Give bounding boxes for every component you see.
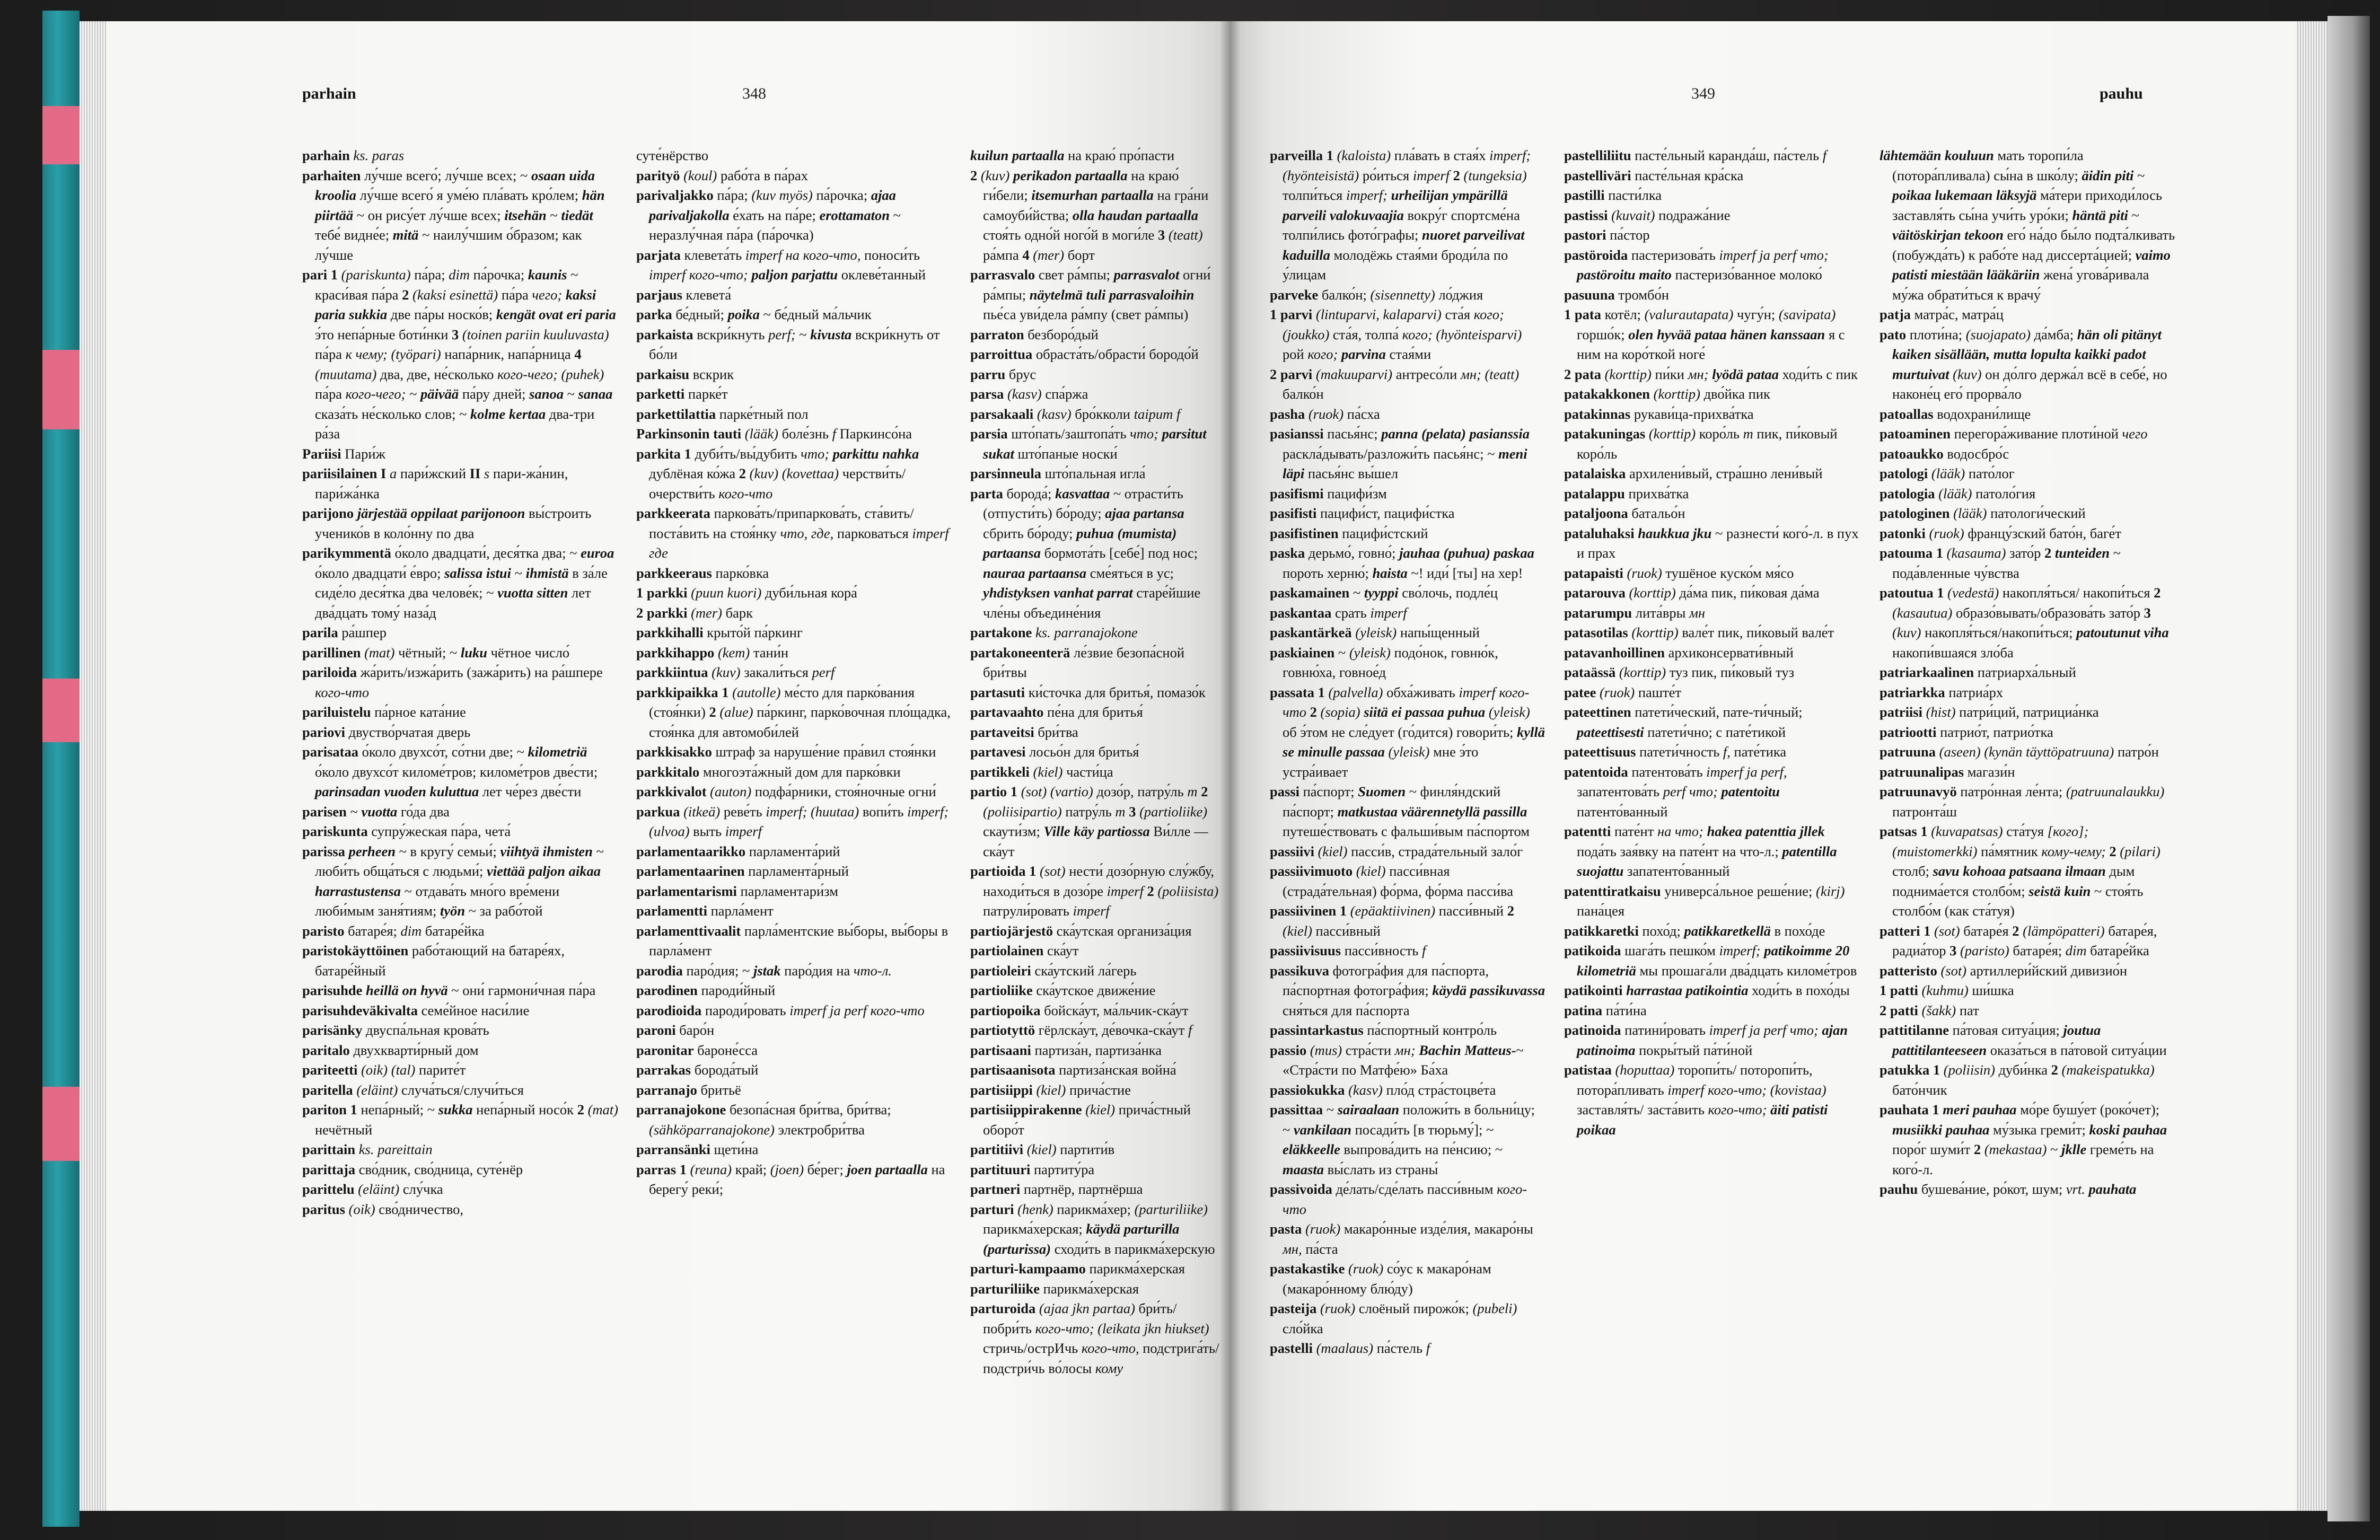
dictionary-entry: parkkivalot (auton) подфа́рники, стоя́ночные огни́ [636, 784, 936, 799]
dictionary-entry: patavanhoillinen архиконсервати́вный [1564, 644, 1794, 661]
dictionary-entry: passiivisuus пасси́вность f [1270, 943, 1426, 958]
dictionary-entry: parsia што́пать/заштопа́ть что; parsitut sukat што́паные носки́ [970, 426, 1207, 462]
dictionary-entry: patsas 1 (kuvapatsas) ста́туя [кого]; (muistomerkki) па́мятник кому-чему; 2 (pilari) столб; savu kohoaa patsaana ilmaan дым поднима́ется столбо́м; seistä kuin ~ стоя́ть столбо́м (как ста́туя) [1880, 823, 2161, 919]
dictionary-entry: pari 1 (pariskunta) па́ра; dim па́рочка; kaunis ~ краси́вая па́ра 2 (kaksi esinettä) па́ра чего; kaksi paria sukkia две па́ры носко́в; kengät ovat eri paria э́то непа́рные боти́нки 3 (toinen pariin kuuluvasta) па́ра к чему; (työpari) напа́рник, напа́рница 4 (muutama) два, две, не́сколько кого-чего; (puhek) па́ра кого-чего; ~ päivää па́ру дней; sanoa ~ sanaa сказа́ть не́сколько слов; ~ kolme kertaa два-три ра́за [302, 267, 616, 442]
dictionary-entry: partakoneenterä ле́звие безопа́сной бри́твы [970, 644, 1185, 680]
dictionary-entry: pastori па́стор [1564, 227, 1650, 243]
dictionary-entry: parhain ks. paras [302, 147, 405, 163]
left-running-head: parhain [302, 85, 356, 102]
dictionary-entry: paristo батаре́я; dim батаре́йка [302, 922, 485, 939]
dictionary-entry: passivoida де́лать/сде́лать пасси́вным кого-что [1270, 1181, 1527, 1217]
dictionary-entry: patruunalipas магази́н [1880, 763, 2015, 780]
dictionary-entry: pariluistelu па́рное ката́ние [302, 704, 466, 720]
dictionary-entry: pasta (ruok) макаро́нные изде́лия, макаро́ны мн, па́ста [1270, 1221, 1533, 1257]
dictionary-entry: patentoida патентова́ть imperf ja perf, запатентова́ть perf что; patentoitu патенто́ванный [1564, 763, 1787, 820]
dictionary-entry: parveke балко́н; (sisennetty) ло́джия [1270, 286, 1483, 303]
dictionary-entry: pauhata 1 meri pauhaa мо́ре бушу́ет (роко́чет); musiikki pauhaa му́зыка греми́т; koski pauhaa поро́г шуми́т 2 (mekastaa) ~ jkllе греме́ть на кого́-л. [1880, 1102, 2167, 1177]
dictionary-entry: patruunavyö патро́нная ле́нта; (patruunalaukku) патронта́ш [1880, 784, 2165, 820]
dictionary-entry: patikkaretki похо́д; patikkaretkellä в похо́де [1564, 922, 1825, 939]
dictionary-entry: partiolainen ска́ут [970, 943, 1079, 958]
dictionary-entry: parkkipaikka 1 (autolle) ме́сто для парко́вания (стоя́нки) 2 (alue) па́ркинг, парко́вочная пло́щадка, стоя́нка для автомоби́лей [636, 684, 951, 740]
dictionary-entry: parkkitalo многоэта́жный дом для парко́вки [636, 763, 901, 780]
dictionary-entry: parittaja сво́дник, сво́дница, суте́нёр [302, 1161, 523, 1177]
dictionary-entry: 1 patti (kuhmu) ши́шка [1880, 982, 2014, 998]
dictionary-entry: parransänki щети́на [636, 1141, 759, 1157]
dictionary-entry: parisen ~ vuotta го́да два [302, 803, 450, 820]
dictionary-entry: partiotyttö гёрлска́ут, де́вочка-ска́ут f [970, 1022, 1192, 1038]
dictionary-entry: 2 (kuv) perikadon partaalla на краю́ ги́бели; itsemurhan partaalla на гра́ни самоуби́йства; olla haudan partaalla стоя́ть одно́й ного́й в моги́ле 3 (teatt) ра́мпа 4 (mer) борт [970, 167, 1209, 263]
dictionary-entry: patistaa (hoputtaa) торопи́ть/ поторопи́ть, потора́пливать imperf кого-что; (kovistaa) заставля́ть/ заста́вить кого-что; äiti patisti poikaa [1564, 1062, 1828, 1138]
dictionary-entry: partioliike ска́утское движе́ние [970, 982, 1156, 998]
dictionary-entry: parijono järjestää oppilaat parijonoon вы́строить ученико́в в коло́нну по два [302, 505, 592, 541]
dictionary-entry: parissa perheen ~ в кругу́ семьи́; viihtyä ihmisten ~ люби́ть обща́ться с людьми́; viettää paljon aikaa harrastustensa ~ отдава́ть мно́го вре́мени люби́мым заня́тиям; työn ~ за рабо́той [302, 843, 604, 919]
dictionary-entry: partaveitsi бри́тва [970, 724, 1078, 740]
dictionary-entry: paskantaa срать imperf [1270, 604, 1407, 621]
dictionary-entry: patoaminen перегора́живание плоти́ной чего [1880, 426, 2148, 442]
dictionary-entry: patenttiratkaisu универса́льное реше́ние; (kirj) пана́цея [1564, 883, 1845, 919]
dictionary-entry: 2 patti (šakk) пат [1880, 1002, 1979, 1018]
dictionary-entry: patruuna (aseen) (kynän täyttöpatruuna) патро́н [1880, 744, 2159, 760]
dictionary-entry: pauhu бушева́ние, ро́кот, шум; vrt. pauhata [1880, 1181, 2137, 1197]
dictionary-entry: partioleiri ска́утский ла́герь [970, 962, 1137, 979]
dictionary-entry: partiopoika бойска́ут, ма́льчик-ска́ут [970, 1002, 1189, 1018]
dictionary-entry: pariteetti (oik) (tal) парите́т [302, 1062, 466, 1078]
left-column-2 [636, 146, 954, 1200]
dictionary-entry: parsa (kasv) спа́ржа [970, 386, 1088, 402]
dictionary-entry: pariloida жа́рить/изжа́рить (зажа́рить) на ра́шпере кого-что [302, 664, 603, 700]
dictionary-entry: patakakkonen (korttip) дво́йка пик [1564, 386, 1770, 402]
dictionary-entry: parivaljakko па́ра; (kuv myös) па́рочка; ajaa parivaljakolla е́хать на па́ре; erottamaton ~ неразлу́чная па́ра (па́рочка) [636, 187, 901, 243]
dictionary-entry: parodioida пароди́ровать imperf ja perf кого-что [636, 1002, 925, 1018]
left-column-3 [970, 146, 1219, 1378]
dictionary-entry: pastöroida пастеризова́ть imperf ja perf что; pastöroitu maito пастеризо́ванное молоко́ [1564, 247, 1829, 283]
dictionary-entry: parsakaali (kasv) бро́кколи taipum f [970, 406, 1181, 422]
dictionary-entry: parkkihappo (kem) тани́н [636, 644, 789, 661]
dictionary-entry: patakuningas (korttip) коро́ль m пик, пи́ковый коро́ль [1564, 426, 1838, 462]
dictionary-entry: passikuva фотогра́фия для па́спорта, па́спортная фотогра́фия; käydä passikuvassa сня́ться для па́спорта [1270, 962, 1545, 1018]
dictionary-entry: parkaisu вскрик [636, 366, 734, 382]
dictionary-entry: parlamentarismi парламентари́зм [636, 883, 839, 899]
dictionary-entry: 2 parvi (makuuparvi) антресо́ли мн; (teatt) балко́н [1270, 366, 1520, 402]
dictionary-entry: pateettinen патети́ческий, пате-ти́чный; pateettisesti патети́чно; с пате́тикой [1564, 704, 1803, 740]
dictionary-entry: partioida 1 (sot) нести́ дозо́рную слу́жбу, находи́ться в дозо́ре imperf 2 (poliisista) патрули́ровать imperf [970, 863, 1219, 919]
dictionary-entry: 1 parvi (lintuparvi, kalaparvi) ста́я кого; (joukko) ста́я, толпа́ кого; (hyönteisparvi) рой кого; parvina стая́ми [1270, 306, 1522, 362]
right-column-1 [1270, 146, 1545, 1359]
dictionary-entry: paskiainen ~ (yleisk) подо́нок, говню́к, говню́ха, говнoе́д [1270, 644, 1498, 680]
dictionary-entry: paska дерьмо́, говно́; jauhaa (puhua) paskaa пороть херню́; haista ~! иди́ [ты] на хер! [1270, 545, 1534, 581]
dictionary-entry: pasha (ruok) па́сха [1270, 406, 1380, 422]
dictionary-entry: parsinneula што́пальная игла́ [970, 465, 1146, 481]
dictionary-entry: parittain ks. pareittain [302, 1141, 433, 1157]
dictionary-entry: pariskunta супру́жеская па́ра, чета́ [302, 823, 511, 839]
dictionary-entry: pasifisti пацифи́ст, пацифи́стка [1270, 505, 1455, 521]
dictionary-entry: paristokäyttöinen рабо́тающий на батаре́ях, батаре́йный [302, 943, 565, 979]
dictionary-entry: parila ра́шпер [302, 624, 387, 640]
dictionary-entry: patikoida шага́ть пешко́м imperf; patikoimme 20 kilometriä мы прошага́ли два́дцать киломе́тров [1564, 943, 1857, 979]
right-page-number: 349 [1691, 85, 1715, 102]
dictionary-entry: partituuri партиту́ра [970, 1161, 1095, 1177]
dictionary-entry: patukka 1 (poliisin) дуби́нка 2 (makeispatukka) бато́нчик [1880, 1062, 2155, 1098]
dictionary-entry: patoaukko водосбро́с [1880, 445, 2009, 462]
book-cover-left-edge [42, 11, 80, 1527]
dictionary-entry: partisaani партиза́н, партиза́нка [970, 1042, 1162, 1058]
dictionary-entry: parkkeeraus парко́вка [636, 565, 769, 581]
dictionary-entry: patapaisti (ruok) тушёное куско́м мя́со [1564, 565, 1794, 581]
book-gutter-shadow [1219, 21, 1241, 1511]
dictionary-entry: parka бе́дный; poika ~ бе́дный ма́льчик [636, 306, 872, 322]
dictionary-entry: paskamainen ~ tyyppi сво́лочь, подле́ц [1270, 585, 1498, 601]
dictionary-entry: patja матра́с, матра́ц [1880, 306, 2004, 322]
dictionary-entry: parisataa о́коло двухсо́т, со́тни две; ~ kilometriä о́коло двухсо́т киломе́тров; киломе́тров две́сти; parinsadan vuoden kuluttua лет че́рез две́сти [302, 744, 598, 799]
dictionary-entry: parturiliike парикма́херская [970, 1280, 1139, 1297]
dictionary-entry: parityö (koul) рабо́та в па́рах [636, 167, 808, 183]
dictionary-entry: patriarkka патриа́рх [1880, 684, 2004, 700]
dictionary-entry: 1 parkki (puun kuori) дуби́льная кора́ [636, 585, 857, 601]
dictionary-entry: partikkeli (kiel) части́ца [970, 763, 1113, 780]
dictionary-entry: parranajo бритьё [636, 1081, 741, 1098]
dictionary-entry: kuilun partaalla на краю́ про́пасти [970, 147, 1175, 163]
dictionary-entry: pato плоти́на; (suojapato) да́мба; hän oli pitänyt kaiken sisällään, mutta lopulta kaikki padot murtuivat (kuv) он до́лго держа́л всё в себе́, но наконе́ц его́ прорва́ло [1880, 326, 2167, 402]
dictionary-entry: patologia (lääk) патоло́гия [1880, 485, 2036, 501]
dictionary-entry: Parkinsonin tauti (lääk) боле́знь f Паркинсо́на [636, 426, 912, 442]
dictionary-entry: parveilla 1 (kaloista) пла́вать в стая́х imperf; (hyönteisistä) ро́иться imperf 2 (tungeksia) толпи́ться imperf; urheilijan ympärillä parveili valokuvaajia вокру́г спортсме́на толпи́лись фото́графы; nuoret parveilivat kaduilla молодёжь стая́ми броди́ла по у́лицам [1270, 147, 1531, 283]
dictionary-entry: parkettilattia парке́тный пол [636, 406, 809, 422]
dictionary-entry: parrasvalo свет ра́мпы; parrasvalot огни́ ра́мпы; näytelmä tuli parrasvaloihin пье́са уви́дела ра́мпу (свет ра́мпы) [970, 267, 1211, 322]
dictionary-entry: pattitilanne па́товая ситуа́ция; joutua pattitilanteeseen оказа́ться в па́товой ситуа́ции [1880, 1022, 2167, 1058]
dictionary-entry: parrakas борода́тый [636, 1062, 759, 1078]
dictionary-entry: patteristo (sot) артиллери́йский дивизио́н [1880, 962, 2128, 979]
dictionary-entry: pastissi (kuvait) подража́ние [1564, 207, 1731, 223]
dictionary-entry: 1 pata котёл; (valurautapata) чугу́н; (savipata) горшо́к; olen hyvää pataa hänen kanssaan я с ним на коро́ткой ноге́ [1564, 306, 1845, 362]
dictionary-entry: lähtemään kouluun мать торопи́ла (потора́пливала) сы́на в шко́лу; äidin piti ~ poikaa lukemaan läksyjä ма́тери приходи́лось заставля́ть сы́на учи́ть уро́ки; häntä piti ~ väitöskirjan tekoon его́ на́до бы́ло подта́лкивать (побужда́ть) к рабо́те над диссерта́цией; vaimo patisti miestään lääkäriin жена́ угова́ривала му́жа обрати́ться к врачу́ [1880, 147, 2175, 303]
dictionary-entry: parkaista вскри́кнуть perf; ~ kivusta вскри́кнуть от бо́ли [636, 326, 940, 362]
page-stack-right [2290, 21, 2328, 1511]
dictionary-entry: parlamentaarikko парламента́рий [636, 843, 840, 859]
dictionary-entry: patarumpu лита́вры мн [1564, 604, 1706, 621]
dictionary-entry: passittaa ~ sairaalaan положи́ть в больни́цу; ~ vankilaan посади́ть [в тюрьму́]; ~ eläkkeelle выпрова́дить на пе́нсию; ~ maasta вы́слать из страны́ [1270, 1102, 1535, 1177]
dictionary-entry: pastelliliitu пасте́льный каранда́ш, па́стель f [1564, 147, 1827, 163]
dictionary-entry: passiivi (kiel) пасси́в, страда́тельный зало́г [1270, 843, 1523, 859]
dictionary-entry: paritalo двухкварти́рный дом [302, 1042, 479, 1058]
dictionary-entry: parru брус [970, 366, 1037, 382]
dictionary-entry: patalappu прихва́тка [1564, 485, 1689, 501]
dictionary-entry: patina па́ти́на [1564, 1002, 1647, 1018]
dictionary-entry: parturi (henk) парикма́хер; (parturiliike) парикма́херская; käydä parturilla (parturissa) сходи́ть в парикма́херскую [970, 1201, 1215, 1257]
dictionary-entry: parkkeerata паркова́ть/припаркова́ть, ста́вить/поста́вить на стоя́нку что, где, парковаться imperf где [636, 505, 949, 561]
dictionary-entry: paroni баро́н [636, 1022, 715, 1038]
dictionary-entry: parisänky двуспа́льная крова́ть [302, 1022, 489, 1038]
dictionary-entry: parillinen (mat) чётный; ~ luku чётное число́ [302, 644, 570, 661]
dictionary-entry: pastelliväri пасте́льная кра́ска [1564, 167, 1744, 183]
dictionary-entry: pastakastike (ruok) со́ус к макаро́нам (макаро́нному блю́ду) [1270, 1261, 1491, 1297]
dictionary-entry: pataluhaksi haukkua jku ~ разнести́ кого́-л. в пух и прах [1564, 525, 1859, 561]
dictionary-entry: parturoida (ajaa jkn partaa) бри́ть/побри́ть кого-что; (leikata jkn hiukset) стричь/острИчь кого-что, подстрига́ть/подстри́чь во́лосы кому [970, 1300, 1219, 1376]
dictionary-entry: parlamentaarinen парламента́рный [636, 863, 849, 879]
dictionary-entry: pasifistinen пацифи́стский [1270, 525, 1428, 541]
dictionary-entry: partasuti ки́сточка для бритья́, помазо́к [970, 684, 1206, 700]
dictionary-entry: parras 1 (reuna) край; (joen) бе́рег; joen partaalla на берегу́ реки́; [636, 1161, 945, 1197]
dictionary-entry: paritella (eläint) случа́ться/случи́ться [302, 1081, 524, 1098]
dictionary-entry: parlamentti парла́мент [636, 903, 774, 919]
dictionary-entry: patentti пате́нт на что; hakea patenttia jllek пода́ть зая́вку на пате́нт на что-л.; patentilla suojattu запатенто́ванный [1564, 823, 1837, 879]
dictionary-entry: parjaus клевета́ [636, 286, 732, 303]
dictionary-entry: parodinen пароди́йный [636, 982, 776, 998]
dictionary-entry: pasuuna тромбо́н [1564, 286, 1669, 303]
dictionary-entry: parraton безборо́дый [970, 326, 1099, 342]
right-page [1230, 21, 2296, 1511]
dictionary-entry: patteri 1 (sot) батаре́я 2 (lämpöpatteri) батаре́я, радиа́тор 3 (paristo) батаре́я; dim батаре́йка [1880, 922, 2157, 958]
dictionary-entry: parittelu (eläint) слу́чка [302, 1181, 443, 1197]
dictionary-entry: patologinen (lääk) патологи́ческий [1880, 505, 2086, 521]
dictionary-entry: passintarkastus па́спортный контро́ль [1270, 1022, 1497, 1038]
left-page-number: 348 [742, 85, 766, 102]
dictionary-entry: parkua (itkeä) реве́ть imperf; (huutaa) вопи́ть imperf; (ulvoa) выть imperf [636, 803, 949, 839]
dictionary-entry: Pariisi Пари́ж [302, 445, 385, 462]
right-column-3 [1880, 146, 2176, 1200]
dictionary-entry: passiivimuoto (kiel) пасси́вная (страда́тельная) фо́рма, фо́рма пасси́ва [1270, 863, 1513, 899]
dictionary-entry: passata 1 (palvella) обха́живать imperf кого-что 2 (sopia) siitä ei passaa puhua (yleisk) об э́том не сле́дует (го́дится) говори́ть; kyllä se minulle passaa (yleisk) мне э́то устра́ивает [1270, 684, 1545, 780]
dictionary-entry: parodia паро́дия; ~ jstak паро́дия на что-л. [636, 962, 892, 979]
dictionary-entry: partavesi лосьо́н для бритья́ [970, 744, 1139, 760]
dictionary-entry: passio (mus) стра́сти мн; Bachin Matteus-~ «Стра́сти по Матфе́ю» Ба́ха [1270, 1042, 1524, 1078]
dictionary-entry: passi па́спорт; Suomen ~ финля́ндский па́спорт; matkustaa väärennetyllä passilla путеше́ствовать с фальши́вым па́спортом [1270, 784, 1530, 839]
dictionary-entry: parturi-kampaamo парикма́херская [970, 1261, 1185, 1277]
dictionary-entry: partavaahto пе́на для бритья́ [970, 704, 1143, 720]
dictionary-entry: patee (ruok) паште́т [1564, 684, 1682, 700]
dictionary-entry: parkkisakko штраф за наруше́ние пра́вил стоя́нки [636, 744, 936, 760]
dictionary-entry: parranajokone безопа́сная бри́тва, бри́тва; (sähköparranajokone) электробри́тва [636, 1102, 891, 1138]
dictionary-entry: passiokukka (kasv) пло́д стра́стоцве́та [1270, 1081, 1496, 1098]
left-page [106, 21, 1230, 1511]
dictionary-entry: parikymmentä о́коло двадцати́, деся́тка два; ~ euroa о́коло двадцати́ е́вро; salissa istui ~ ihmistä в за́ле сиде́ло деся́тка два челове́к; ~ vuotta sitten лет два́дцать тому́ наза́д [302, 545, 614, 621]
dictionary-entry: parroittua обраста́ть/обрасти́ бородо́й [970, 346, 1199, 362]
dictionary-entry: pasteija (ruok) слоёный пирожо́к; (pubeli) сло́йка [1270, 1300, 1517, 1336]
dictionary-entry: patakinnas рукави́ца-прихва́тка [1564, 406, 1754, 422]
dictionary-entry: 2 parkki (mer) барк [636, 604, 753, 621]
right-column-2 [1564, 146, 1866, 1140]
dictionary-entry: patriootti патрио́т, патрио́тка [1880, 724, 2053, 740]
dictionary-entry: pataljoona батальо́н [1564, 505, 1685, 521]
dictionary-entry: partneri партнёр, партнёрша [970, 1181, 1143, 1197]
dictionary-entry: parta борода́; kasvattaa ~ отрасти́ть (отпусти́ть) бо́роду; ajaa partansa сбрить бо́роду; puhua (mumista) partaansa бормота́ть [себе́] под нос; nauraa partaansa сме́яться в ус; yhdistyksen vanhat parrat старе́йшие чле́ны объедине́ния [970, 485, 1201, 621]
dictionary-entry: суте́нёрство [636, 147, 709, 163]
dictionary-entry: parkkiintua (kuv) закали́ться perf [636, 664, 835, 680]
dictionary-entry: patalaiska архилени́вый, стра́шно лени́вый [1564, 465, 1823, 481]
dictionary-entry: pasianssi пасья́нс; panna (pelata) pasianssia раскла́дывать/разложи́ть пасья́нс; ~ meni läpi пасья́нс вы́шел [1270, 426, 1530, 481]
dictionary-entry: parkkihalli крыто́й па́ркинг [636, 624, 803, 640]
dictionary-entry: pasifismi пацифи́зм [1270, 485, 1387, 501]
dictionary-entry: partisiippi (kiel) прича́стие [970, 1081, 1131, 1098]
dictionary-entry: paskantärkeä (yleisk) напы́щенный [1270, 624, 1480, 640]
dictionary-entry: pataässä (korttip) туз пик, пи́ковый туз [1564, 664, 1795, 680]
dictionary-entry: paronitar бароне́сса [636, 1042, 758, 1058]
dictionary-entry: patriisi (hist) патри́ций, патрициа́нка [1880, 704, 2099, 720]
dictionary-entry: parisuhdeväkivalta семе́йное наси́лие [302, 1002, 530, 1018]
dictionary-entry: patikointi harrastaa patikointia ходи́ть в похо́ды [1564, 982, 1850, 998]
left-column-1 [302, 146, 620, 1219]
dictionary-entry: partitiivi (kiel) партити́в [970, 1141, 1115, 1157]
right-running-head: pauhu [2100, 85, 2143, 102]
dictionary-entry: parisuhde heillä on hyvä ~ они́ гармони́чная па́ра [302, 982, 596, 998]
dictionary-entry: 2 pata (korttip) пи́ки мн; lyödä pataa ходи́ть с пик [1564, 366, 1858, 382]
dictionary-entry: patinoida патини́ровать imperf ja perf что; ajan patinoima покры́тый па́ти́ной [1564, 1022, 1848, 1058]
dictionary-entry: pastilli пасти́лка [1564, 187, 1662, 203]
dictionary-entry: partisaanisota партиза́нская война́ [970, 1062, 1176, 1078]
dictionary-entry: patriarkaalinen патриарха́льный [1880, 664, 2076, 680]
dictionary-entry: pastelli (maalaus) па́стель f [1270, 1340, 1430, 1356]
dictionary-entry: patoallas водохрани́лище [1880, 406, 2031, 422]
dictionary-entry: patouma 1 (kasauma) зато́р 2 tunteiden ~ пода́вленные чу́вства [1880, 545, 2121, 581]
dictionary-entry: partakone ks. parranajokone [970, 624, 1138, 640]
dictionary-entry: pariisilainen I a пари́жский II s пари-жа́нин, пари́жа́нка [302, 465, 568, 501]
dictionary-entry: patonki (ruok) францу́зский бато́н, баге́т [1880, 525, 2121, 541]
dictionary-entry: parkita 1 дуби́ть/вы́дубить что; parkittu nahka дублёная ко́жа 2 (kuv) (kovettaa) черстви́ть/очерстви́ть кого-что [636, 445, 919, 501]
dictionary-entry: patasotilas (korttip) вале́т пик, пи́ковый вале́т [1564, 624, 1834, 640]
dictionary-entry: parlamenttivaalit парла́ментские вы́боры, вы́боры в парла́мент [636, 922, 949, 958]
dictionary-entry: partio 1 (sot) (vartio) дозо́р, патру́ль m 2 (poliisipartio) патру́ль m 3 (partioliike) скаути́зм; Ville käy partiossa Ви́лле — ска́ут [970, 784, 1208, 859]
dictionary-entry: patologi (lääk) пато́лог [1880, 465, 2015, 481]
dictionary-entry: pariovi двуство́рчатая дверь [302, 724, 471, 740]
dictionary-entry: partiojärjestö ска́утская организа́ция [970, 922, 1192, 939]
dictionary-entry: paritus (oik) сво́дничество, [302, 1201, 464, 1217]
dictionary-entry: patoutua 1 (vedestä) накопля́ться/ накопи́ться 2 (kasautua) образо́вывать/образова́ть зато́р 3 (kuv) накопля́ться/накопи́ться; patoutunut viha накопи́вшаяся зло́ба [1880, 585, 2169, 661]
dictionary-entry: partisiippirakenne (kiel) прича́стный оборо́т [970, 1102, 1191, 1138]
dictionary-entry: pateettisuus патети́чность f, пате́тика [1564, 744, 1787, 760]
dictionary-entry: parjata клевета́ть imperf на кого-что, поноси́ть imperf кого-что; paljon parjattu оклеве́танный [636, 247, 926, 283]
dictionary-entry: parketti парке́т [636, 386, 728, 402]
dictionary-entry: parhaiten лу́чше всего́; лу́чше всех; ~ osaan uida kroolia лу́чше всего́ я уме́ю пла́вать кро́лем; hän piirtää ~ он рису́ет лу́чше всех; itsehän ~ tiedät тебе́ видне́е; mitä ~ наилу́чшим о́бразом; как лу́чше [302, 167, 605, 263]
dictionary-entry: patarouva (korttip) да́ма пик, пи́ковая да́ма [1564, 585, 1820, 601]
dictionary-entry: passiivinen 1 (epäaktiivinen) пасси́вный 2 (kiel) пасси́вный [1270, 903, 1514, 939]
dictionary-entry: pariton 1 непа́рный; ~ sukka непа́рный носо́к 2 (mat) нечётный [302, 1102, 618, 1138]
book-cover-right-edge [2328, 16, 2370, 1521]
